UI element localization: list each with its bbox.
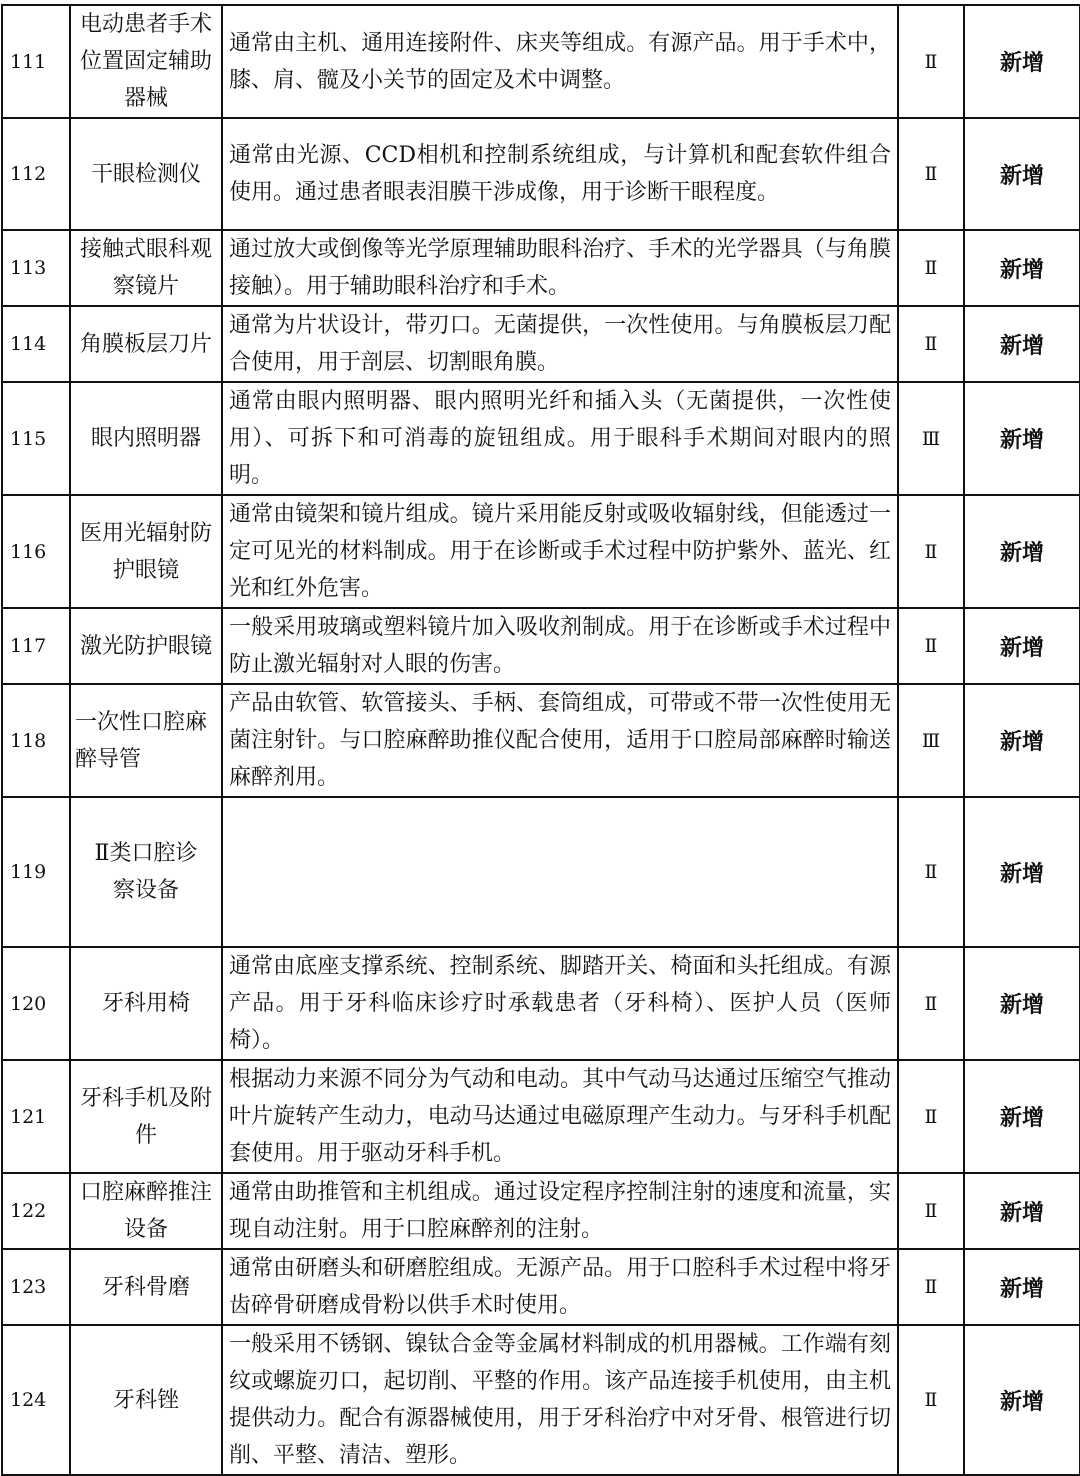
row-number: 111 bbox=[2, 5, 70, 118]
status-label: 新增 bbox=[964, 382, 1080, 495]
product-description: 一般采用不锈钢、镍钛合金等金属材料制成的机用器械。工作端有刻纹或螺旋刃口，起切削、平整的作用。该产品连接手机使用，由主机提供动力。配合有源器械使用，用于牙科治疗中对牙骨、根管进行切削、平整、清洁、塑形。 bbox=[222, 1325, 898, 1475]
product-description: 通常由光源、CCD相机和控制系统组成，与计算机和配套软件组合使用。通过患者眼表泪膜干涉成像，用于诊断干眼程度。 bbox=[222, 118, 898, 230]
product-name: 激光防护眼镜 bbox=[70, 608, 222, 684]
product-name: 牙科用椅 bbox=[70, 947, 222, 1060]
row-number: 122 bbox=[2, 1173, 70, 1249]
row-number: 115 bbox=[2, 382, 70, 495]
table-row bbox=[2, 1249, 1080, 1325]
management-class: Ⅱ bbox=[898, 608, 964, 684]
product-description: 通过放大或倒像等光学原理辅助眼科治疗、手术的光学器具（与角膜接触）。用于辅助眼科治疗和手术。 bbox=[222, 230, 898, 306]
management-class: Ⅱ bbox=[898, 495, 964, 608]
table-row bbox=[2, 797, 1080, 947]
table-row bbox=[2, 118, 1080, 230]
management-class: Ⅱ bbox=[898, 1060, 964, 1173]
row-number: 123 bbox=[2, 1249, 70, 1325]
product-name: 牙科锉 bbox=[70, 1325, 222, 1475]
product-name: 医用光辐射防护眼镜 bbox=[70, 495, 222, 608]
product-name: 一次性口腔麻醉导管 bbox=[70, 684, 222, 797]
product-description: 产品由软管、软管接头、手柄、套筒组成，可带或不带一次性使用无菌注射针。与口腔麻醉助推仪配合使用，适用于口腔局部麻醉时输送麻醉剂用。 bbox=[222, 684, 898, 797]
status-label: 新增 bbox=[964, 1173, 1080, 1249]
management-class: Ⅱ bbox=[898, 5, 964, 118]
row-number: 119 bbox=[2, 797, 70, 947]
management-class: Ⅱ bbox=[898, 947, 964, 1060]
product-description: 一般采用玻璃或塑料镜片加入吸收剂制成。用于在诊断或手术过程中防止激光辐射对人眼的伤害。 bbox=[222, 608, 898, 684]
product-description: 通常由研磨头和研磨腔组成。无源产品。用于口腔科手术过程中将牙齿碎骨研磨成骨粉以供手术时使用。 bbox=[222, 1249, 898, 1325]
product-name: 口腔麻醉推注设备 bbox=[70, 1173, 222, 1249]
management-class: Ⅱ bbox=[898, 1173, 964, 1249]
device-catalog-table bbox=[1, 4, 1080, 1476]
status-label: 新增 bbox=[964, 1249, 1080, 1325]
row-number: 121 bbox=[2, 1060, 70, 1173]
row-number: 124 bbox=[2, 1325, 70, 1475]
management-class: Ⅱ bbox=[898, 230, 964, 306]
product-name: 牙科骨磨 bbox=[70, 1249, 222, 1325]
management-class: Ⅱ bbox=[898, 118, 964, 230]
product-name: 接触式眼科观察镜片 bbox=[70, 230, 222, 306]
management-class: Ⅲ bbox=[898, 684, 964, 797]
product-description: 通常由眼内照明器、眼内照明光纤和插入头（无菌提供，一次性使用）、可拆下和可消毒的旋钮组成。用于眼科手术期间对眼内的照明。 bbox=[222, 382, 898, 495]
table-row bbox=[2, 5, 1080, 118]
management-class: Ⅲ bbox=[898, 382, 964, 495]
product-description: 通常由镜架和镜片组成。镜片采用能反射或吸收辐射线，但能透过一定可见光的材料制成。用于在诊断或手术过程中防护紫外、蓝光、红光和红外危害。 bbox=[222, 495, 898, 608]
table-row bbox=[2, 306, 1080, 382]
product-name: 牙科手机及附件 bbox=[70, 1060, 222, 1173]
table-row bbox=[2, 1060, 1080, 1173]
management-class: Ⅱ bbox=[898, 1249, 964, 1325]
row-number: 113 bbox=[2, 230, 70, 306]
status-label: 新增 bbox=[964, 608, 1080, 684]
management-class: Ⅱ bbox=[898, 797, 964, 947]
status-label: 新增 bbox=[964, 1060, 1080, 1173]
status-label: 新增 bbox=[964, 118, 1080, 230]
row-number: 118 bbox=[2, 684, 70, 797]
table-row bbox=[2, 230, 1080, 306]
status-label: 新增 bbox=[964, 797, 1080, 947]
product-name: 电动患者手术位置固定辅助器械 bbox=[70, 5, 222, 118]
product-description: 通常由主机、通用连接附件、床夹等组成。有源产品。用于手术中，膝、肩、髋及小关节的固定及术中调整。 bbox=[222, 5, 898, 118]
product-name: Ⅱ类口腔诊察设备 bbox=[70, 797, 222, 947]
product-name: 角膜板层刀片 bbox=[70, 306, 222, 382]
table-row bbox=[2, 1325, 1080, 1475]
product-description bbox=[222, 797, 898, 947]
status-label: 新增 bbox=[964, 230, 1080, 306]
status-label: 新增 bbox=[964, 684, 1080, 797]
status-label: 新增 bbox=[964, 1325, 1080, 1475]
table-row bbox=[2, 684, 1080, 797]
table-row bbox=[2, 382, 1080, 495]
product-name: 干眼检测仪 bbox=[70, 118, 222, 230]
table-row bbox=[2, 495, 1080, 608]
product-description: 根据动力来源不同分为气动和电动。其中气动马达通过压缩空气推动叶片旋转产生动力，电动马达通过电磁原理产生动力。与牙科手机配套使用。用于驱动牙科手机。 bbox=[222, 1060, 898, 1173]
row-number: 112 bbox=[2, 118, 70, 230]
management-class: Ⅱ bbox=[898, 306, 964, 382]
product-description: 通常由底座支撑系统、控制系统、脚踏开关、椅面和头托组成。有源产品。用于牙科临床诊疗时承载患者（牙科椅）、医护人员（医师椅）。 bbox=[222, 947, 898, 1060]
status-label: 新增 bbox=[964, 5, 1080, 118]
management-class: Ⅱ bbox=[898, 1325, 964, 1475]
status-label: 新增 bbox=[964, 947, 1080, 1060]
product-description: 通常由助推管和主机组成。通过设定程序控制注射的速度和流量，实现自动注射。用于口腔麻醉剂的注射。 bbox=[222, 1173, 898, 1249]
product-description: 通常为片状设计，带刃口。无菌提供，一次性使用。与角膜板层刀配合使用，用于剖层、切割眼角膜。 bbox=[222, 306, 898, 382]
product-name: 眼内照明器 bbox=[70, 382, 222, 495]
table-row bbox=[2, 947, 1080, 1060]
row-number: 116 bbox=[2, 495, 70, 608]
status-label: 新增 bbox=[964, 306, 1080, 382]
row-number: 117 bbox=[2, 608, 70, 684]
table-row bbox=[2, 1173, 1080, 1249]
row-number: 120 bbox=[2, 947, 70, 1060]
status-label: 新增 bbox=[964, 495, 1080, 608]
table-row bbox=[2, 608, 1080, 684]
row-number: 114 bbox=[2, 306, 70, 382]
